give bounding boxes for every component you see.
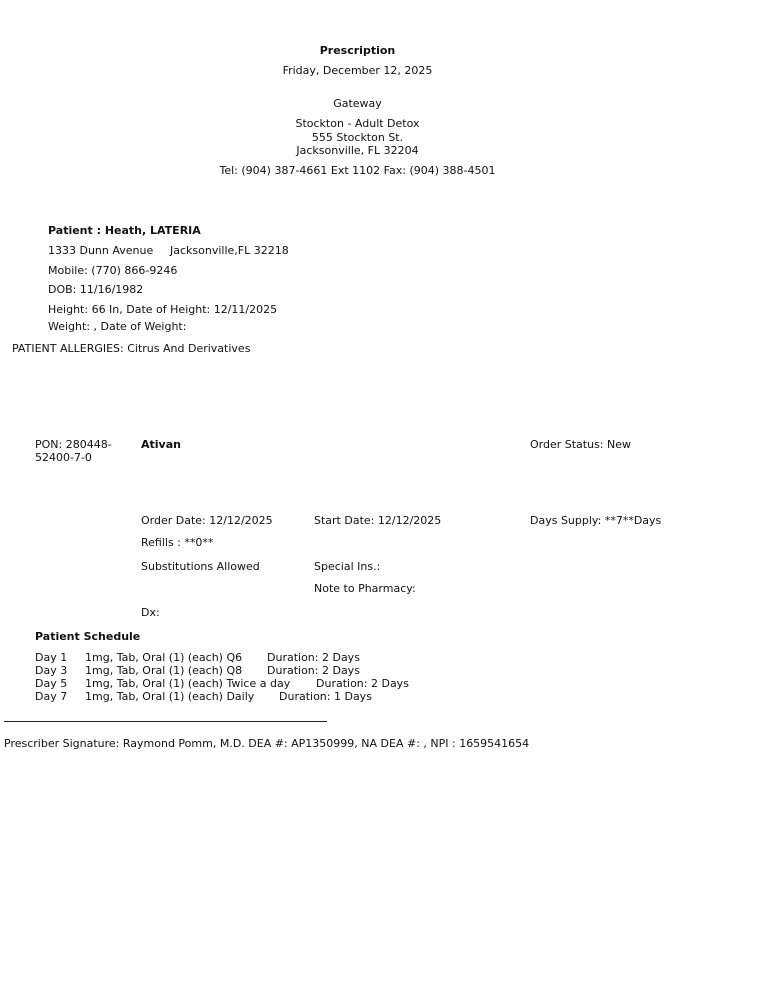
- prescription-date: Friday, December 12, 2025: [282, 64, 433, 77]
- start-date: Start Date: 12/12/2025: [314, 514, 442, 527]
- schedule-duration: Duration: 1 Days: [279, 690, 372, 703]
- page-title: Prescription: [319, 44, 396, 57]
- schedule-day: Day 7: [35, 690, 68, 703]
- drug-name: Ativan: [141, 438, 181, 451]
- patient-weight: Weight: , Date of Weight:: [48, 320, 187, 333]
- refills: Refills : **0**: [141, 536, 214, 549]
- schedule-title: Patient Schedule: [35, 630, 141, 643]
- facility-address-line2: Jacksonville, FL 32204: [296, 144, 419, 157]
- facility-phone-fax: Tel: (904) 387-4661 Ext 1102 Fax: (904) 388-4501: [219, 164, 496, 177]
- schedule-duration: Duration: 2 Days: [267, 651, 360, 664]
- schedule-day: Day 1: [35, 651, 68, 664]
- patient-allergies: PATIENT ALLERGIES: Citrus And Derivatives: [12, 342, 251, 355]
- schedule-duration: Duration: 2 Days: [267, 664, 360, 677]
- patient-street: 1333 Dunn Avenue: [48, 244, 154, 257]
- facility-address-line1: 555 Stockton St.: [311, 131, 404, 144]
- special-instructions: Special Ins.:: [314, 560, 381, 573]
- pon-number-line1: PON: 280448-: [35, 438, 112, 451]
- schedule-day: Day 3: [35, 664, 68, 677]
- schedule-dose: 1mg, Tab, Oral (1) (each) Q8: [85, 664, 243, 677]
- prescriber-signature: Prescriber Signature: Raymond Pomm, M.D. DEA #: AP1350999, NA DEA #: , NPI : 1659541654: [4, 737, 530, 750]
- signature-line: [4, 721, 327, 722]
- patient-height: Height: 66 In, Date of Height: 12/11/2025: [48, 303, 278, 316]
- schedule-dose: 1mg, Tab, Oral (1) (each) Q6: [85, 651, 243, 664]
- schedule-day: Day 5: [35, 677, 68, 690]
- organization-name: Gateway: [333, 97, 382, 110]
- schedule-duration: Duration: 2 Days: [316, 677, 409, 690]
- schedule-dose: 1mg, Tab, Oral (1) (each) Twice a day: [85, 677, 291, 690]
- patient-mobile: Mobile: (770) 866-9246: [48, 264, 178, 277]
- order-status: Order Status: New: [530, 438, 632, 451]
- diagnosis: Dx:: [141, 606, 160, 619]
- pon-number-line2: 52400-7-0: [35, 451, 92, 464]
- facility-name: Stockton - Adult Detox: [295, 117, 420, 130]
- patient-dob: DOB: 11/16/1982: [48, 283, 144, 296]
- note-to-pharmacy: Note to Pharmacy:: [314, 582, 416, 595]
- days-supply: Days Supply: **7**Days: [530, 514, 662, 527]
- order-date: Order Date: 12/12/2025: [141, 514, 273, 527]
- patient-name: Patient : Heath, LATERIA: [48, 224, 201, 237]
- schedule-dose: 1mg, Tab, Oral (1) (each) Daily: [85, 690, 255, 703]
- substitutions: Substitutions Allowed: [141, 560, 260, 573]
- patient-city: Jacksonville,FL 32218: [170, 244, 289, 257]
